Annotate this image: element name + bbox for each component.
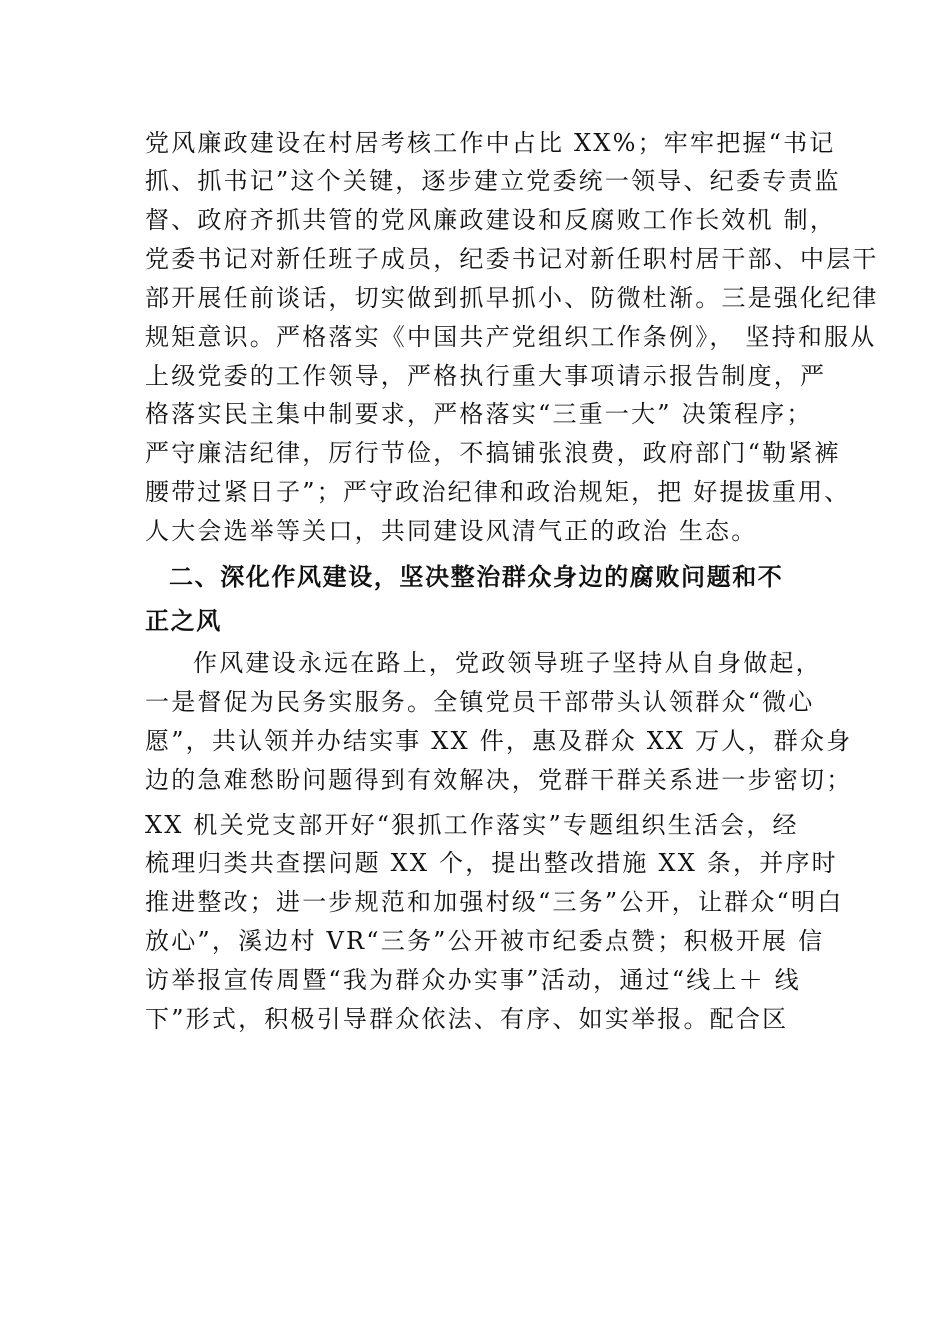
paragraph-line: 抓、抓书记”这个关键，逐步建立党委统一领导、纪委专责监 [145,167,841,195]
paragraph-line: 人大会选举等关口，共同建设风清气正的政治 生态。 [145,517,758,545]
section-heading-continuation: 正之风 [145,607,222,635]
paragraph-line: 腰带过紧日子”；严守政治纪律和政治规矩，把 好提拔重用、 [145,478,851,506]
paragraph-line: 梳理归类共查摆问题 XX 个，提出整改措施 XX 条，并序时 [145,849,838,877]
paragraph-line: 上级党委的工作领导，严格执行重大事项请示报告制度，严 [145,362,827,390]
paragraph-line: 严守廉洁纪律，厉行节俭，不搞铺张浪费，政府部门“勒紧裤 [145,439,841,467]
paragraph-line: XX 机关党支部开好“狠抓工作落实”专题组织生活会，经 [145,811,799,839]
paragraph-line: 访举报宣传周暨“我为群众办实事”活动，通过“线上＋ 线 [145,966,801,994]
paragraph-line: 放心”，溪边村 VR“三务”公开被市纪委点赞；积极开展 信 [145,927,825,955]
paragraph-line: 格落实民主集中制要求，严格落实“三重一大” 决策程序； [145,400,813,428]
paragraph-line: 部开展任前谈话，切实做到抓早抓小、防微杜渐。三是强化纪律 [145,284,879,312]
paragraph-line: 作风建设永远在路上，党政领导班子坚持从自身做起， [193,649,822,677]
paragraph-line: 规矩意识。严格落实《中国共产党组织工作条例》， 坚持和服从 [145,323,877,351]
paragraph-line: 推进整改；进一步规范和加强村级“三务”公开，让群众“明白 [145,888,844,916]
paragraph-line: 督、政府齐抓共管的党风廉政建设和反腐败工作长效机 制， [145,206,837,234]
section-heading: 二、深化作风建设，坚决整治群众身边的腐败问题和不 [169,563,784,591]
paragraph-line: 下”形式，积极引导群众依法、有序、如实举报。配合区 [145,1005,789,1033]
paragraph-line: 一是督促为民务实服务。全镇党员干部带头认领群众“微心 [145,688,815,716]
paragraph-line: 愿”，共认领并办结实事 XX 件，惠及群众 XX 万人，群众身 [145,727,853,755]
paragraph-line: 边的急难愁盼问题得到有效解决，党群干群关系进一步密切； [145,766,853,794]
paragraph-line: 党风廉政建设在村居考核工作中占比 XX%；牢牢把握“书记 [145,129,836,157]
paragraph-line: 党委书记对新任班子成员，纪委书记对新任职村居干部、中层干 [145,245,879,273]
